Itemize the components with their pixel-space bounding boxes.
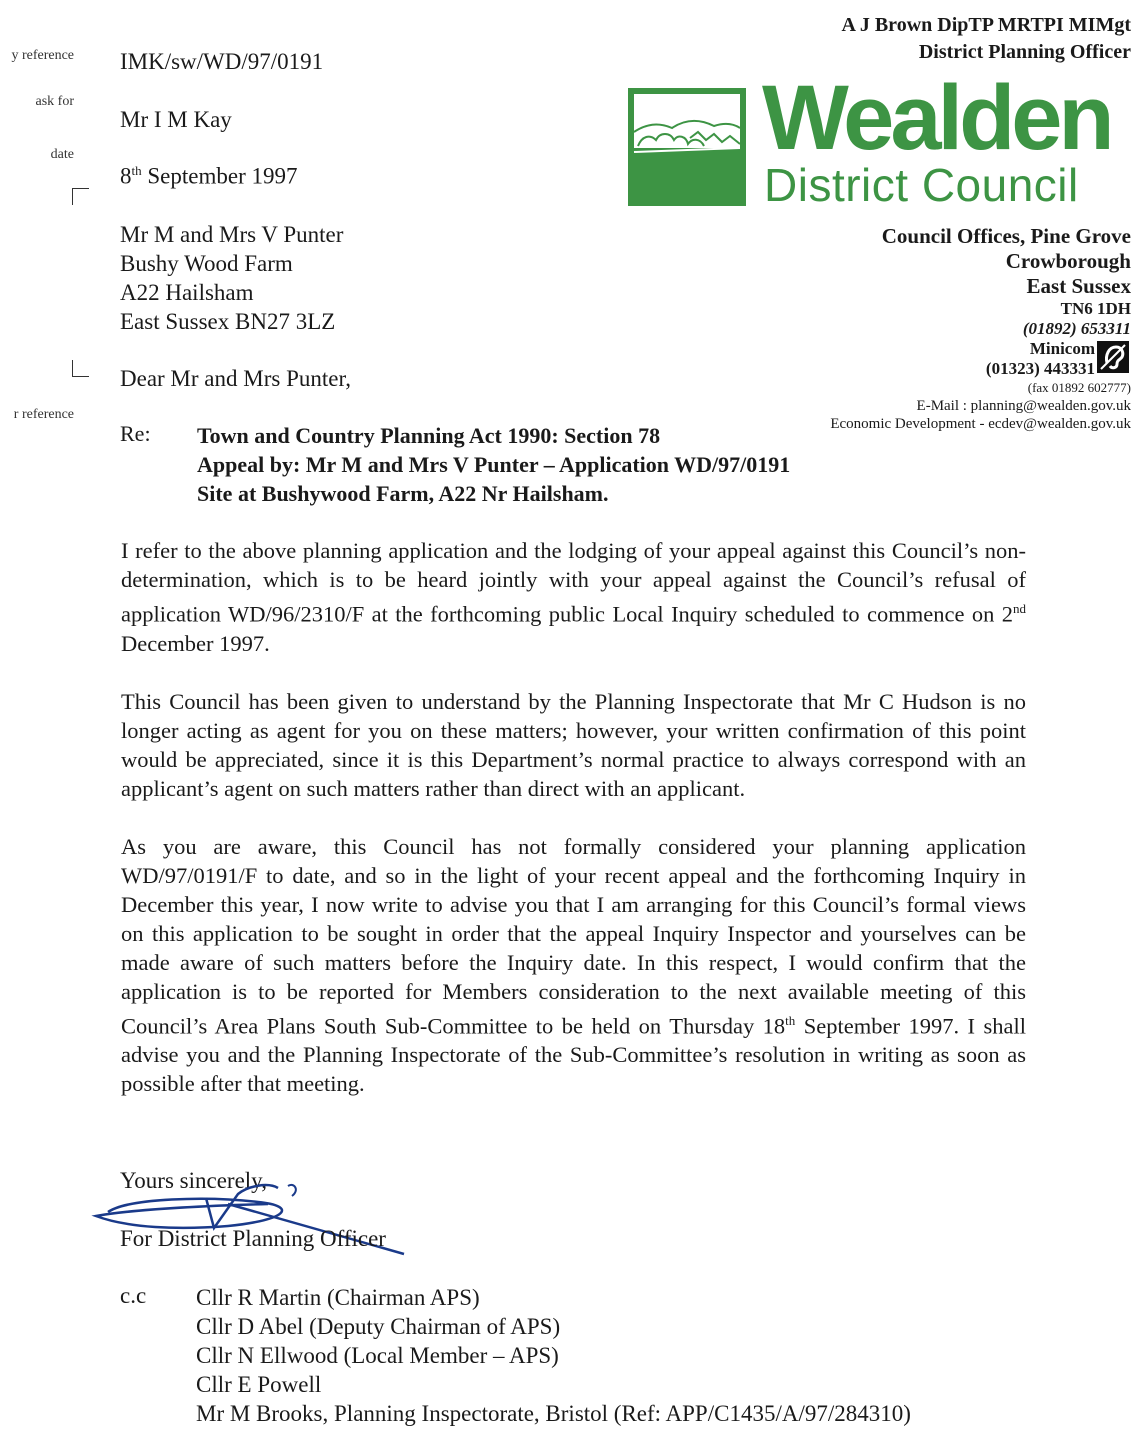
body-paragraph-2: This Council has been given to understand by the Planning Inspectorate that Mr C Hudson is no longer acting as agent for you on these matters; however, your written confirmation of this point would be appreciated, since it is this Department’s normal practice to always correspond with an applicant’s agent on such matters rather than direct with an applicant. xyxy=(121,688,1026,801)
label-your-reference: r reference xyxy=(13,407,74,422)
body-paragraph-3: As you are aware, this Council has not formally considered your planning application WD/97/0191/F to date, and so in the light of your recent appeal and the forthcoming Inquiry in December this year, I now write to advise you that I am arranging for this Council’s formal views on this application to be sought in order that the appeal Inquiry Inspector and yourselves can be made aware of such matters before the Inquiry date. In this respect, I would confirm that the application is to be reported for Members consideration to the next available meeting of this Council’s Area Plans South Sub-Committee to be held on Thursday 18th September 1997. I shall advise you and the Planning Inspectorate of the Sub-Committee’s resolution in writing as soon as possible after that meeting. xyxy=(121,833,1026,1096)
window-mark-bottom xyxy=(72,360,89,377)
cc-item: Cllr N Ellwood (Local Member – APS) xyxy=(196,1343,559,1368)
address-postcode: TN6 1DH xyxy=(1060,299,1131,318)
email-address: E-Mail : planning@wealden.gov.uk xyxy=(916,398,1131,414)
date-value: 8th September 1997 xyxy=(120,163,298,189)
logo-subtitle: District Council xyxy=(764,159,1079,211)
minicom-number: (01323) 443331 xyxy=(985,359,1095,378)
sender-title: District Planning Officer xyxy=(918,41,1131,63)
econ-dev-email: Economic Development - ecdev@wealden.gov.uk xyxy=(830,416,1131,432)
label-date: date xyxy=(50,147,74,162)
recipient-name: Mr M and Mrs V Punter xyxy=(120,222,344,247)
sender-name: A J Brown DipTP MRTPI MIMgt xyxy=(841,14,1131,36)
ask-for-value: Mr I M Kay xyxy=(120,107,232,132)
subject-block xyxy=(120,421,791,506)
subject-line-2: Appeal by: Mr M and Mrs V Punter – Application WD/97/0191 xyxy=(197,452,791,477)
recipient-address xyxy=(120,220,343,336)
landscape-icon xyxy=(628,88,746,206)
address-line-2: Crowborough xyxy=(1005,249,1131,273)
recipient-line-1: Bushy Wood Farm xyxy=(120,251,293,276)
reference-value: IMK/sw/WD/97/0191 xyxy=(120,49,324,74)
recipient-line-3: East Sussex BN27 3LZ xyxy=(120,309,336,334)
letter-body xyxy=(121,536,1026,1127)
council-logo-emblem xyxy=(628,88,746,206)
window-mark-top xyxy=(72,188,89,205)
signatory: For District Planning Officer xyxy=(120,1226,386,1251)
minicom-block xyxy=(830,339,1131,379)
subject-line-3: Site at Bushywood Farm, A22 Nr Hailsham. xyxy=(197,481,609,506)
cc-item: Cllr E Powell xyxy=(196,1372,322,1397)
cc-item: Cllr D Abel (Deputy Chairman of APS) xyxy=(196,1314,561,1339)
cc-list xyxy=(196,1283,911,1428)
address-line-1: Council Offices, Pine Grove xyxy=(881,224,1131,248)
subject-label: Re: xyxy=(120,421,151,446)
minicom-label: Minicom xyxy=(1029,339,1095,358)
council-address xyxy=(830,224,1131,433)
fax-number: (fax 01892 602777) xyxy=(1027,380,1131,395)
salutation: Dear Mr and Mrs Punter, xyxy=(120,366,351,391)
cc-item: Cllr R Martin (Chairman APS) xyxy=(196,1285,480,1310)
label-ask-for: ask for xyxy=(35,94,74,109)
subject-line-1: Town and Country Planning Act 1990: Section 78 xyxy=(197,423,661,448)
valediction: Yours sincerely, xyxy=(120,1168,267,1193)
label-my-reference: y reference xyxy=(11,48,74,63)
address-line-3: East Sussex xyxy=(1026,274,1131,298)
cc-label: c.c xyxy=(120,1283,147,1308)
hearing-icon xyxy=(1097,341,1129,373)
sender-block xyxy=(842,12,1132,66)
recipient-line-2: A22 Hailsham xyxy=(120,280,254,305)
cc-item: Mr M Brooks, Planning Inspectorate, Bristol (Ref: APP/C1435/A/97/284310) xyxy=(196,1401,911,1426)
body-paragraph-1: I refer to the above planning application and the lodging of your appeal against this Council’s non-determination, which is to be heard jointly with your appeal against the Council’s refusal of application WD/96/2310/F at the forthcoming public Local Inquiry scheduled to commence on 2nd December 1997. xyxy=(121,538,1026,656)
phone-number: (01892) 653311 xyxy=(1022,319,1131,338)
logo-wordmark: Wealden xyxy=(762,67,1111,169)
